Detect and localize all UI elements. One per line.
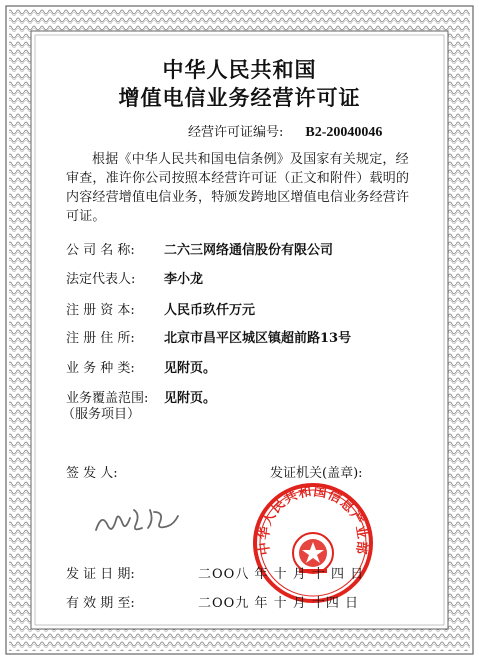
field-value: 二六三网络通信股份有限公司 [164,243,334,258]
field-label: 业 务 种 类: [66,361,135,376]
field-company-name [66,239,334,258]
license-label: 经营许可证编号: [188,125,284,140]
license-number: B2-20040046 [305,125,383,140]
field-value: 见附页。 [164,361,217,376]
official-seal [248,478,378,608]
field-registered-address [66,327,352,346]
field-value: 人民币玖仟万元 [164,303,256,318]
valid-until-row [66,592,216,611]
authorization-paragraph: 根据《中华人民共和国电信条例》及国家有关规定，经审查，准许你公司按照本经营许可证（正文和附件）载明的内容经营增值电信业务，特颁发跨地区增值电信业务经营许可证。 [66,152,410,224]
field-value: 北京市昌平区城区镇超前路13号 [164,331,352,346]
handwritten-signature [92,500,182,545]
signer-label: 签 发 人: [66,466,118,481]
field-label: 公 司 名 称: [66,243,135,258]
issuer-label: 发证机关(盖章): [270,466,363,481]
valid-until-label: 有 效 期 至: [66,596,135,611]
field-value: 见附页。 [164,391,217,406]
field-label: 注 册 住 所: [66,331,135,346]
issue-date-label: 发 证 日 期: [66,567,135,582]
field-label: 法定代表人: [66,272,136,287]
field-registered-capital [66,299,256,318]
field-label: 业务覆盖范围: [66,391,149,406]
field-value: 李小龙 [164,272,204,287]
title-line-2: 增值电信业务经营许可证 [118,85,361,110]
field-label: 注 册 资 本: [66,303,135,318]
service-items-label: （服务项目） [62,407,141,422]
field-business-type [66,357,217,376]
issue-date-row [66,563,216,582]
field-legal-representative [66,268,204,287]
valid-until-date: 二OO九 年 十 月 十四 日 [198,596,359,611]
title-line-1: 中华人民共和国 [162,57,317,82]
seal-text: 中华人民共和国信息产业部 [256,484,370,556]
license-number-row [188,121,382,141]
issue-date: 二OO八 年 十 月 十 四 日 [198,567,365,582]
